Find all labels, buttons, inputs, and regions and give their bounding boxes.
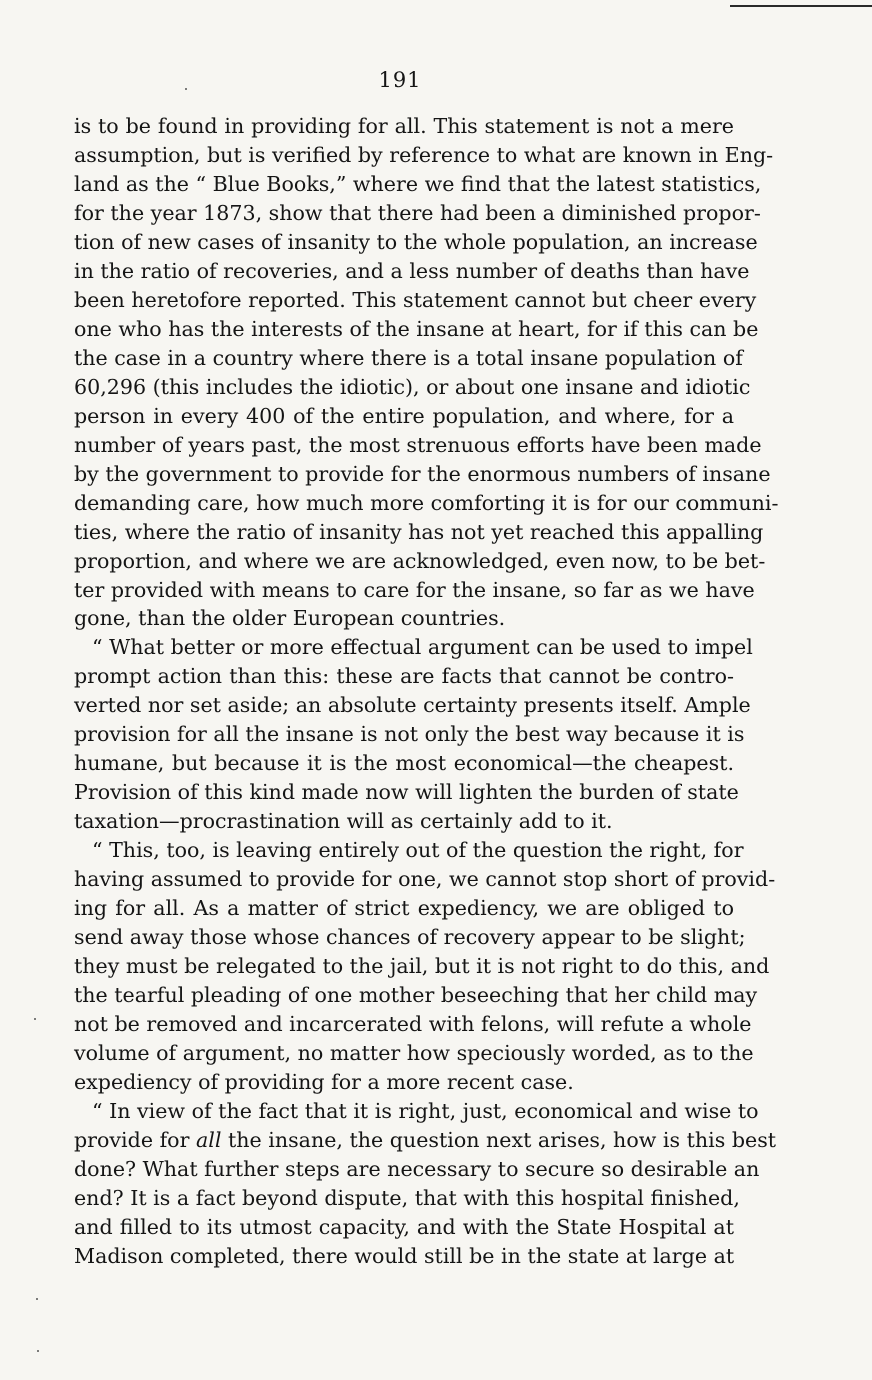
text-line: “ What better or more effectual argument can be used to impel xyxy=(92,635,753,660)
italic-emphasis: all xyxy=(195,1127,222,1152)
paper-speck xyxy=(37,1350,39,1352)
text-line: in the ratio of recoveries, and a less number of deaths than have xyxy=(74,258,750,283)
text-line: been heretofore reported. This statement cannot but cheer every xyxy=(74,287,757,312)
text-line: not be removed and incarcerated with felons, will refute a whole xyxy=(74,1012,752,1037)
text-line: ties, where the ratio of insanity has not yet reached this appalling xyxy=(74,519,764,544)
text-line: is to be found in providing for all. This statement is not a mere xyxy=(74,114,734,138)
text-line: one who has the interests of the insane at heart, for if this can be xyxy=(74,316,759,341)
text-line: proportion, and where we are acknowledged, even now, to be bet- xyxy=(74,548,766,573)
top-edge-rule xyxy=(730,5,872,7)
text-line: land as the “ Blue Books,” where we find that the latest statistics, xyxy=(74,171,762,196)
text-line: ing for all. As a matter of strict expediency, we are obliged to xyxy=(74,896,734,921)
text-line: Madison completed, there would still be in the state at large at xyxy=(74,1243,735,1268)
page-number: 191 xyxy=(378,68,422,92)
text-line: provision for all the insane is not only the best way because it is xyxy=(74,722,745,747)
text-line: they must be relegated to the jail, but it is not right to do this, and xyxy=(74,954,770,979)
text-line: having assumed to provide for one, we cannot stop short of provid- xyxy=(74,867,776,892)
text-line: Provision of this kind made now will lighten the burden of state xyxy=(74,780,739,805)
text-line: “ This, too, is leaving entirely out of the question the right, for xyxy=(92,838,744,863)
text-line: prompt action than this: these are facts that cannot be contro- xyxy=(74,664,734,689)
text-line: send away those whose chances of recovery appear to be slight; xyxy=(74,925,746,950)
text-line: person in every 400 of the entire population, and where, for a xyxy=(74,403,734,428)
text-line: tion of new cases of insanity to the whole population, an increase xyxy=(74,229,758,254)
text-line: demanding care, how much more comforting it is for our communi- xyxy=(74,490,779,515)
text-line: number of years past, the most strenuous efforts have been made xyxy=(74,432,762,457)
text-line: taxation—procrastination will as certainly add to it. xyxy=(74,809,613,834)
text-line: provide for all the insane, the question next arises, how is this best xyxy=(74,1127,777,1152)
text-line: the tearful pleading of one mother beseeching that her child may xyxy=(74,983,758,1008)
paper-speck xyxy=(185,88,187,90)
text-line: end? It is a fact beyond dispute, that with this hospital finished, xyxy=(74,1185,740,1210)
text-line: “ In view of the fact that it is right, just, economical and wise to xyxy=(92,1098,759,1123)
text-line: ter provided with means to care for the insane, so far as we have xyxy=(74,577,755,602)
text-line: gone, than the older European countries. xyxy=(74,606,506,631)
paper-speck xyxy=(36,1298,38,1300)
text-line: by the government to provide for the enormous numbers of insane xyxy=(74,461,771,486)
text-line: the case in a country where there is a total insane population of xyxy=(74,345,743,370)
body-text xyxy=(74,112,779,1271)
text-line: expediency of providing for a more recent case. xyxy=(74,1069,574,1094)
text-line: humane, but because it is the most economical—the cheapest. xyxy=(74,751,734,776)
text-line: verted nor set aside; an absolute certainty presents itself. Ample xyxy=(74,693,751,718)
paper-speck xyxy=(34,1018,36,1020)
text-line: for the year 1873, show that there had been a diminished propor- xyxy=(74,200,761,225)
text-line: assumption, but is verified by reference to what are known in Eng- xyxy=(74,142,774,167)
text-line: 60,296 (this includes the idiotic), or about one insane and idiotic xyxy=(74,374,751,399)
text-line: done? What further steps are necessary to secure so desirable an xyxy=(74,1156,760,1181)
text-line: and filled to its utmost capacity, and with the State Hospital at xyxy=(74,1214,734,1239)
text-line: volume of argument, no matter how speciously worded, as to the xyxy=(74,1041,754,1065)
